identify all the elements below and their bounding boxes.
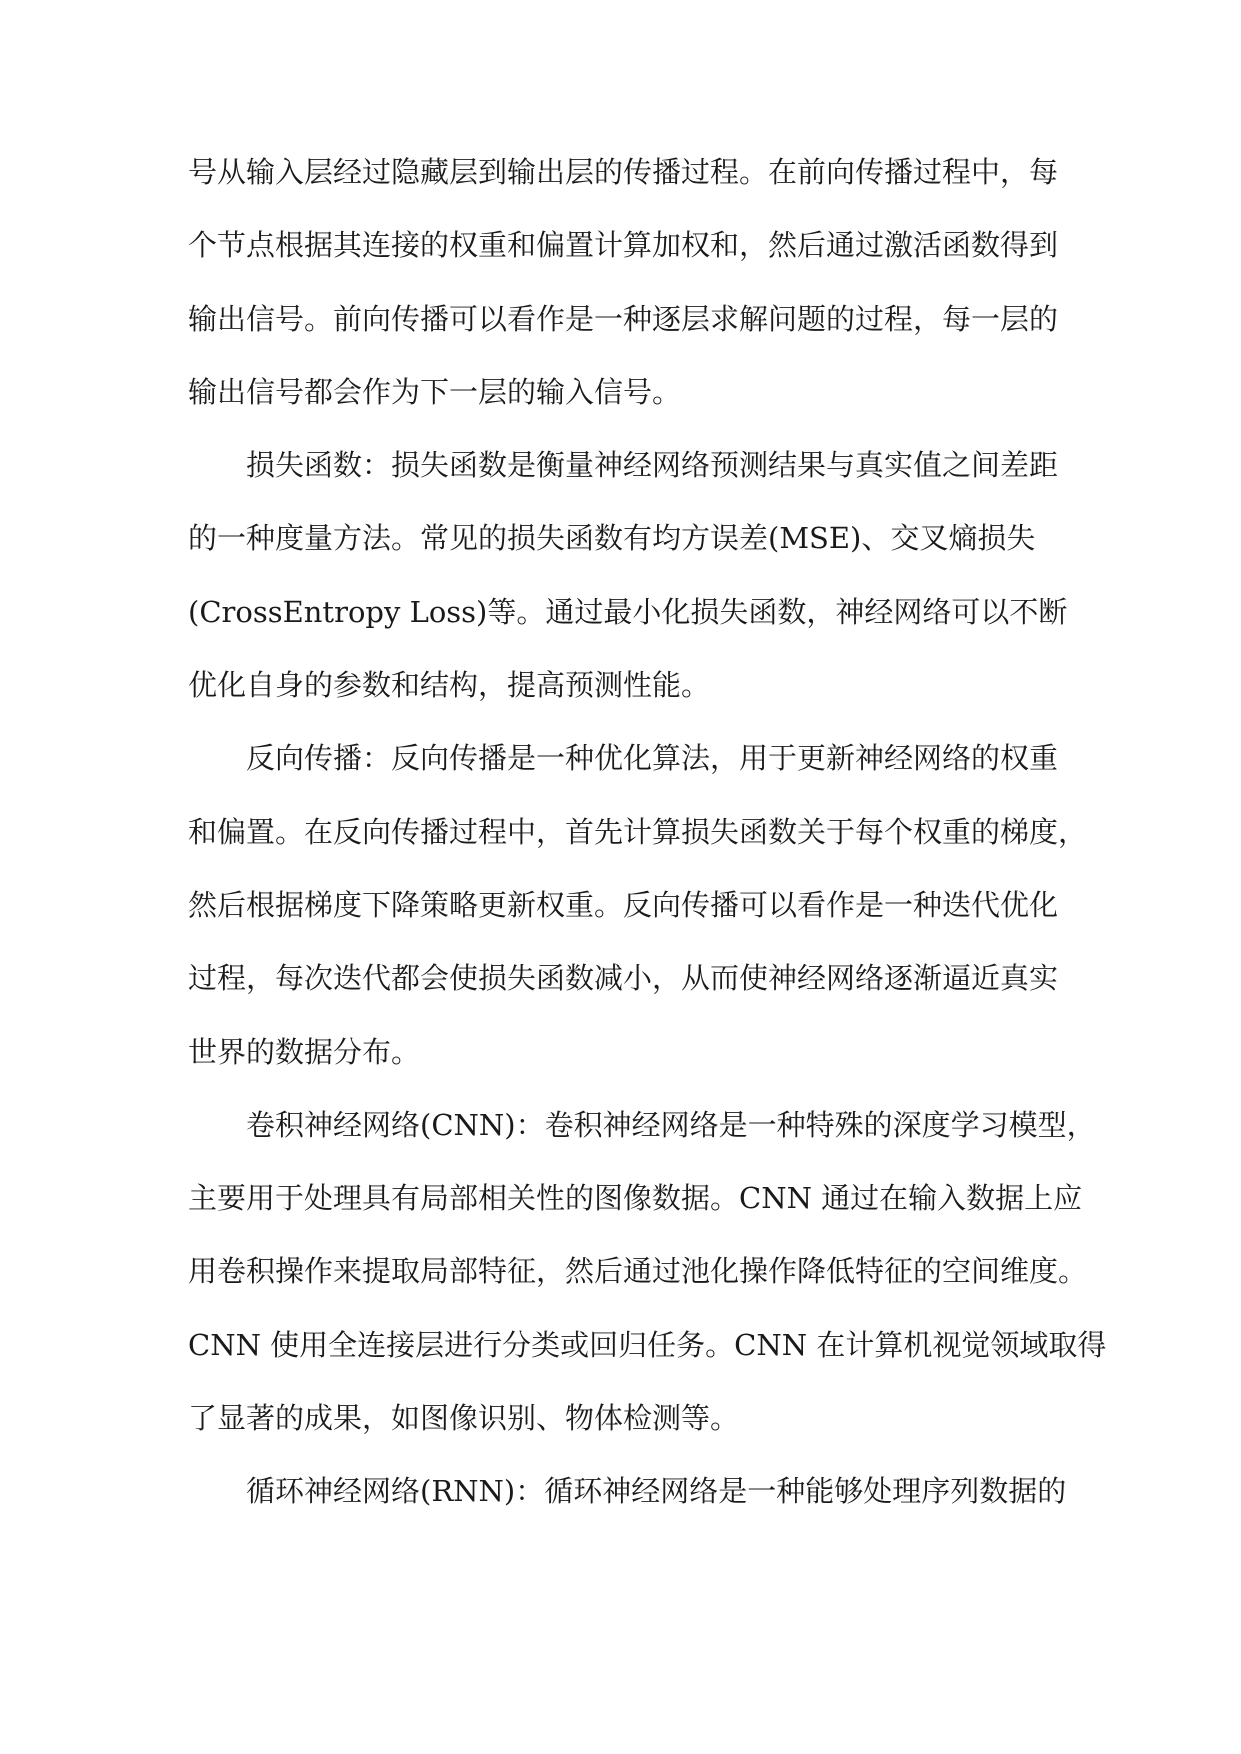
text-line: 优化自身的参数和结构，提高预测性能。 — [188, 668, 711, 703]
text-line: 输出信号。前向传播可以看作是一种逐层求解问题的过程，每一层的 — [188, 301, 1059, 336]
text-line: 了显著的成果，如图像识别、物体检测等。 — [188, 1401, 740, 1436]
paragraph-start-line: 反向传播：反向传播是一种优化算法，用于更新神经网络的权重 — [246, 741, 1059, 776]
paragraph-start-line: 卷积神经网络(CNN)：卷积神经网络是一种特殊的深度学习模型， — [246, 1107, 1096, 1142]
text-line: 主要用于处理具有局部相关性的图像数据。CNN 通过在输入数据上应 — [188, 1181, 1083, 1216]
text-line: 个节点根据其连接的权重和偏置计算加权和，然后通过激活函数得到 — [188, 228, 1059, 263]
text-line: 输出信号都会作为下一层的输入信号。 — [188, 374, 682, 409]
text-line: (CrossEntropy Loss)等。通过最小化损失函数，神经网络可以不断 — [188, 594, 1068, 629]
text-line: CNN 使用全连接层进行分类或回归任务。CNN 在计算机视觉领域取得 — [188, 1327, 1107, 1362]
text-line: 然后根据梯度下降策略更新权重。反向传播可以看作是一种迭代优化 — [188, 887, 1059, 922]
text-line: 用卷积操作来提取局部特征，然后通过池化操作降低特征的空间维度。 — [188, 1254, 1088, 1289]
text-line: 号从输入层经过隐藏层到输出层的传播过程。在前向传播过程中，每 — [188, 155, 1059, 189]
text-line: 世界的数据分布。 — [188, 1034, 421, 1069]
text-line: 和偏置。在反向传播过程中，首先计算损失函数关于每个权重的梯度， — [188, 814, 1088, 849]
paragraph-start-line: 循环神经网络(RNN)：循环神经网络是一种能够处理序列数据的 — [246, 1474, 1067, 1509]
text-line: 过程，每次迭代都会使损失函数减小，从而使神经网络逐渐逼近真实 — [188, 961, 1059, 996]
text-line: 的一种度量方法。常见的损失函数有均方误差(MSE)、交叉熵损失 — [188, 521, 1036, 556]
paragraph-start-line: 损失函数：损失函数是衡量神经网络预测结果与真实值之间差距 — [246, 448, 1059, 483]
body-text — [188, 136, 1107, 1529]
